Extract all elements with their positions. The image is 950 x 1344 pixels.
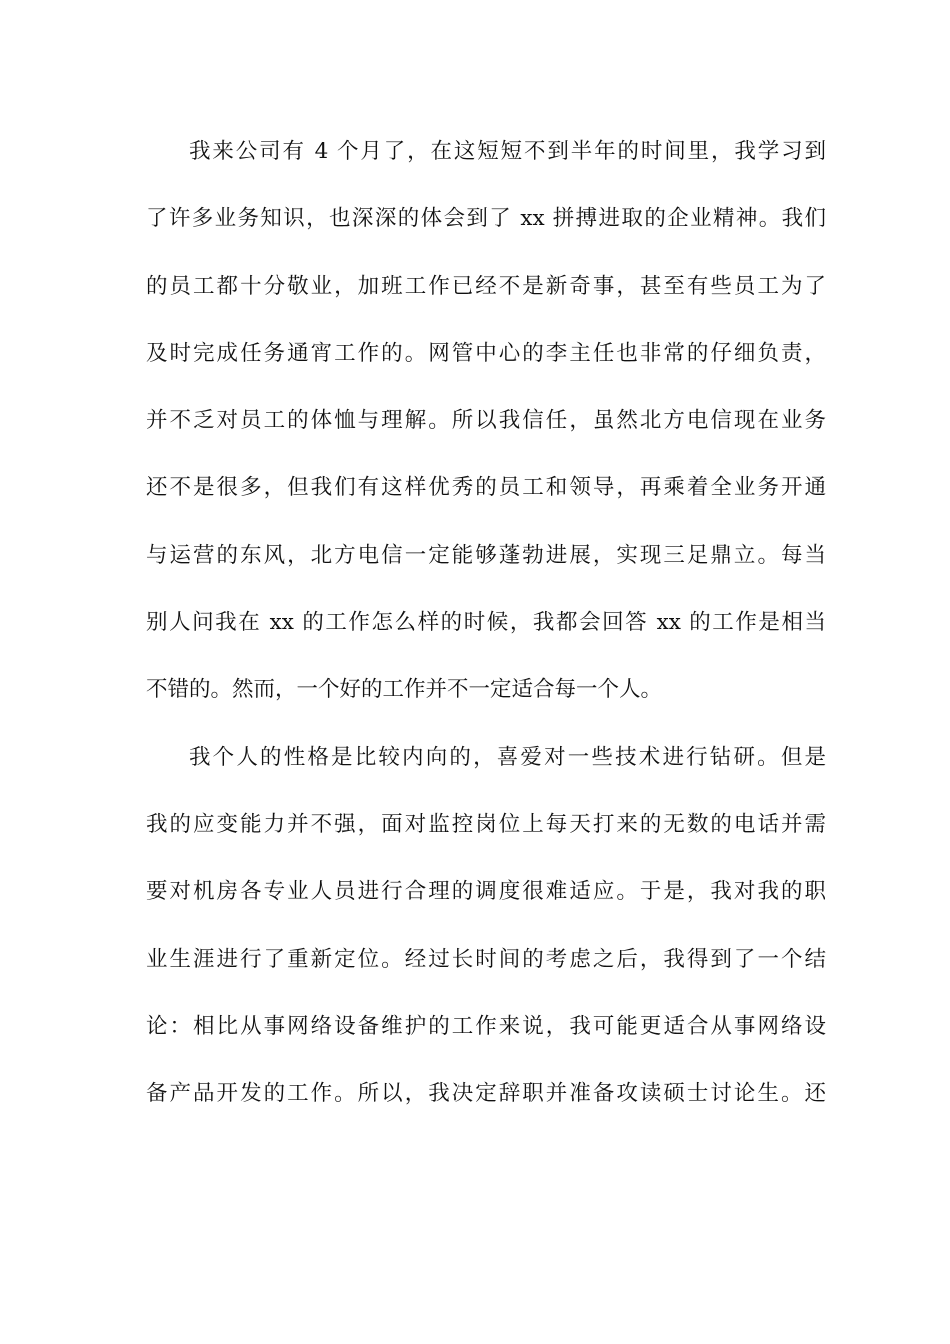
text-line: 别人问我在 xx 的工作怎么样的时候，我都会回答 xx 的工作是相当 bbox=[146, 610, 826, 636]
text-line: 及时完成任务通宵工作的。网管中心的李主任也非常的仔细负责， bbox=[146, 340, 826, 366]
text-line: 业生涯进行了重新定位。经过长时间的考虑之后，我得到了一个结 bbox=[146, 946, 826, 972]
text-line: 与运营的东风，北方电信一定能够蓬勃进展，实现三足鼎立。每当 bbox=[146, 542, 826, 568]
text-line: 还不是很多，但我们有这样优秀的员工和领导，再乘着全业务开通 bbox=[146, 475, 826, 501]
text-line: 并不乏对员工的体恤与理解。所以我信任，虽然北方电信现在业务 bbox=[146, 408, 826, 434]
text-line: 论：相比从事网络设备维护的工作来说，我可能更适合从事网络设 bbox=[146, 1013, 826, 1039]
text-line: 备产品开发的工作。所以，我决定辞职并准备攻读硕士讨论生。还 bbox=[146, 1081, 826, 1107]
text-line: 要对机房各专业人员进行合理的调度很难适应。于是，我对我的职 bbox=[146, 879, 826, 905]
paragraph-1 bbox=[146, 128, 826, 734]
text-line: 不错的。然而，一个好的工作并不一定适合每一个人。 bbox=[146, 677, 663, 703]
body-text bbox=[146, 128, 826, 1137]
paragraph-2 bbox=[146, 734, 826, 1138]
text-line: 了许多业务知识，也深深的体会到了 xx 拼搏进取的企业精神。我们 bbox=[146, 206, 826, 232]
text-line: 我来公司有 4 个月了，在这短短不到半年的时间里，我学习到 bbox=[189, 139, 826, 164]
text-line: 的员工都十分敬业，加班工作已经不是新奇事，甚至有些员工为了 bbox=[146, 273, 826, 299]
text-line: 我个人的性格是比较内向的，喜爱对一些技术进行钻研。但是 bbox=[189, 744, 826, 770]
text-line: 我的应变能力并不强，面对监控岗位上每天打来的无数的电话并需 bbox=[146, 811, 826, 837]
